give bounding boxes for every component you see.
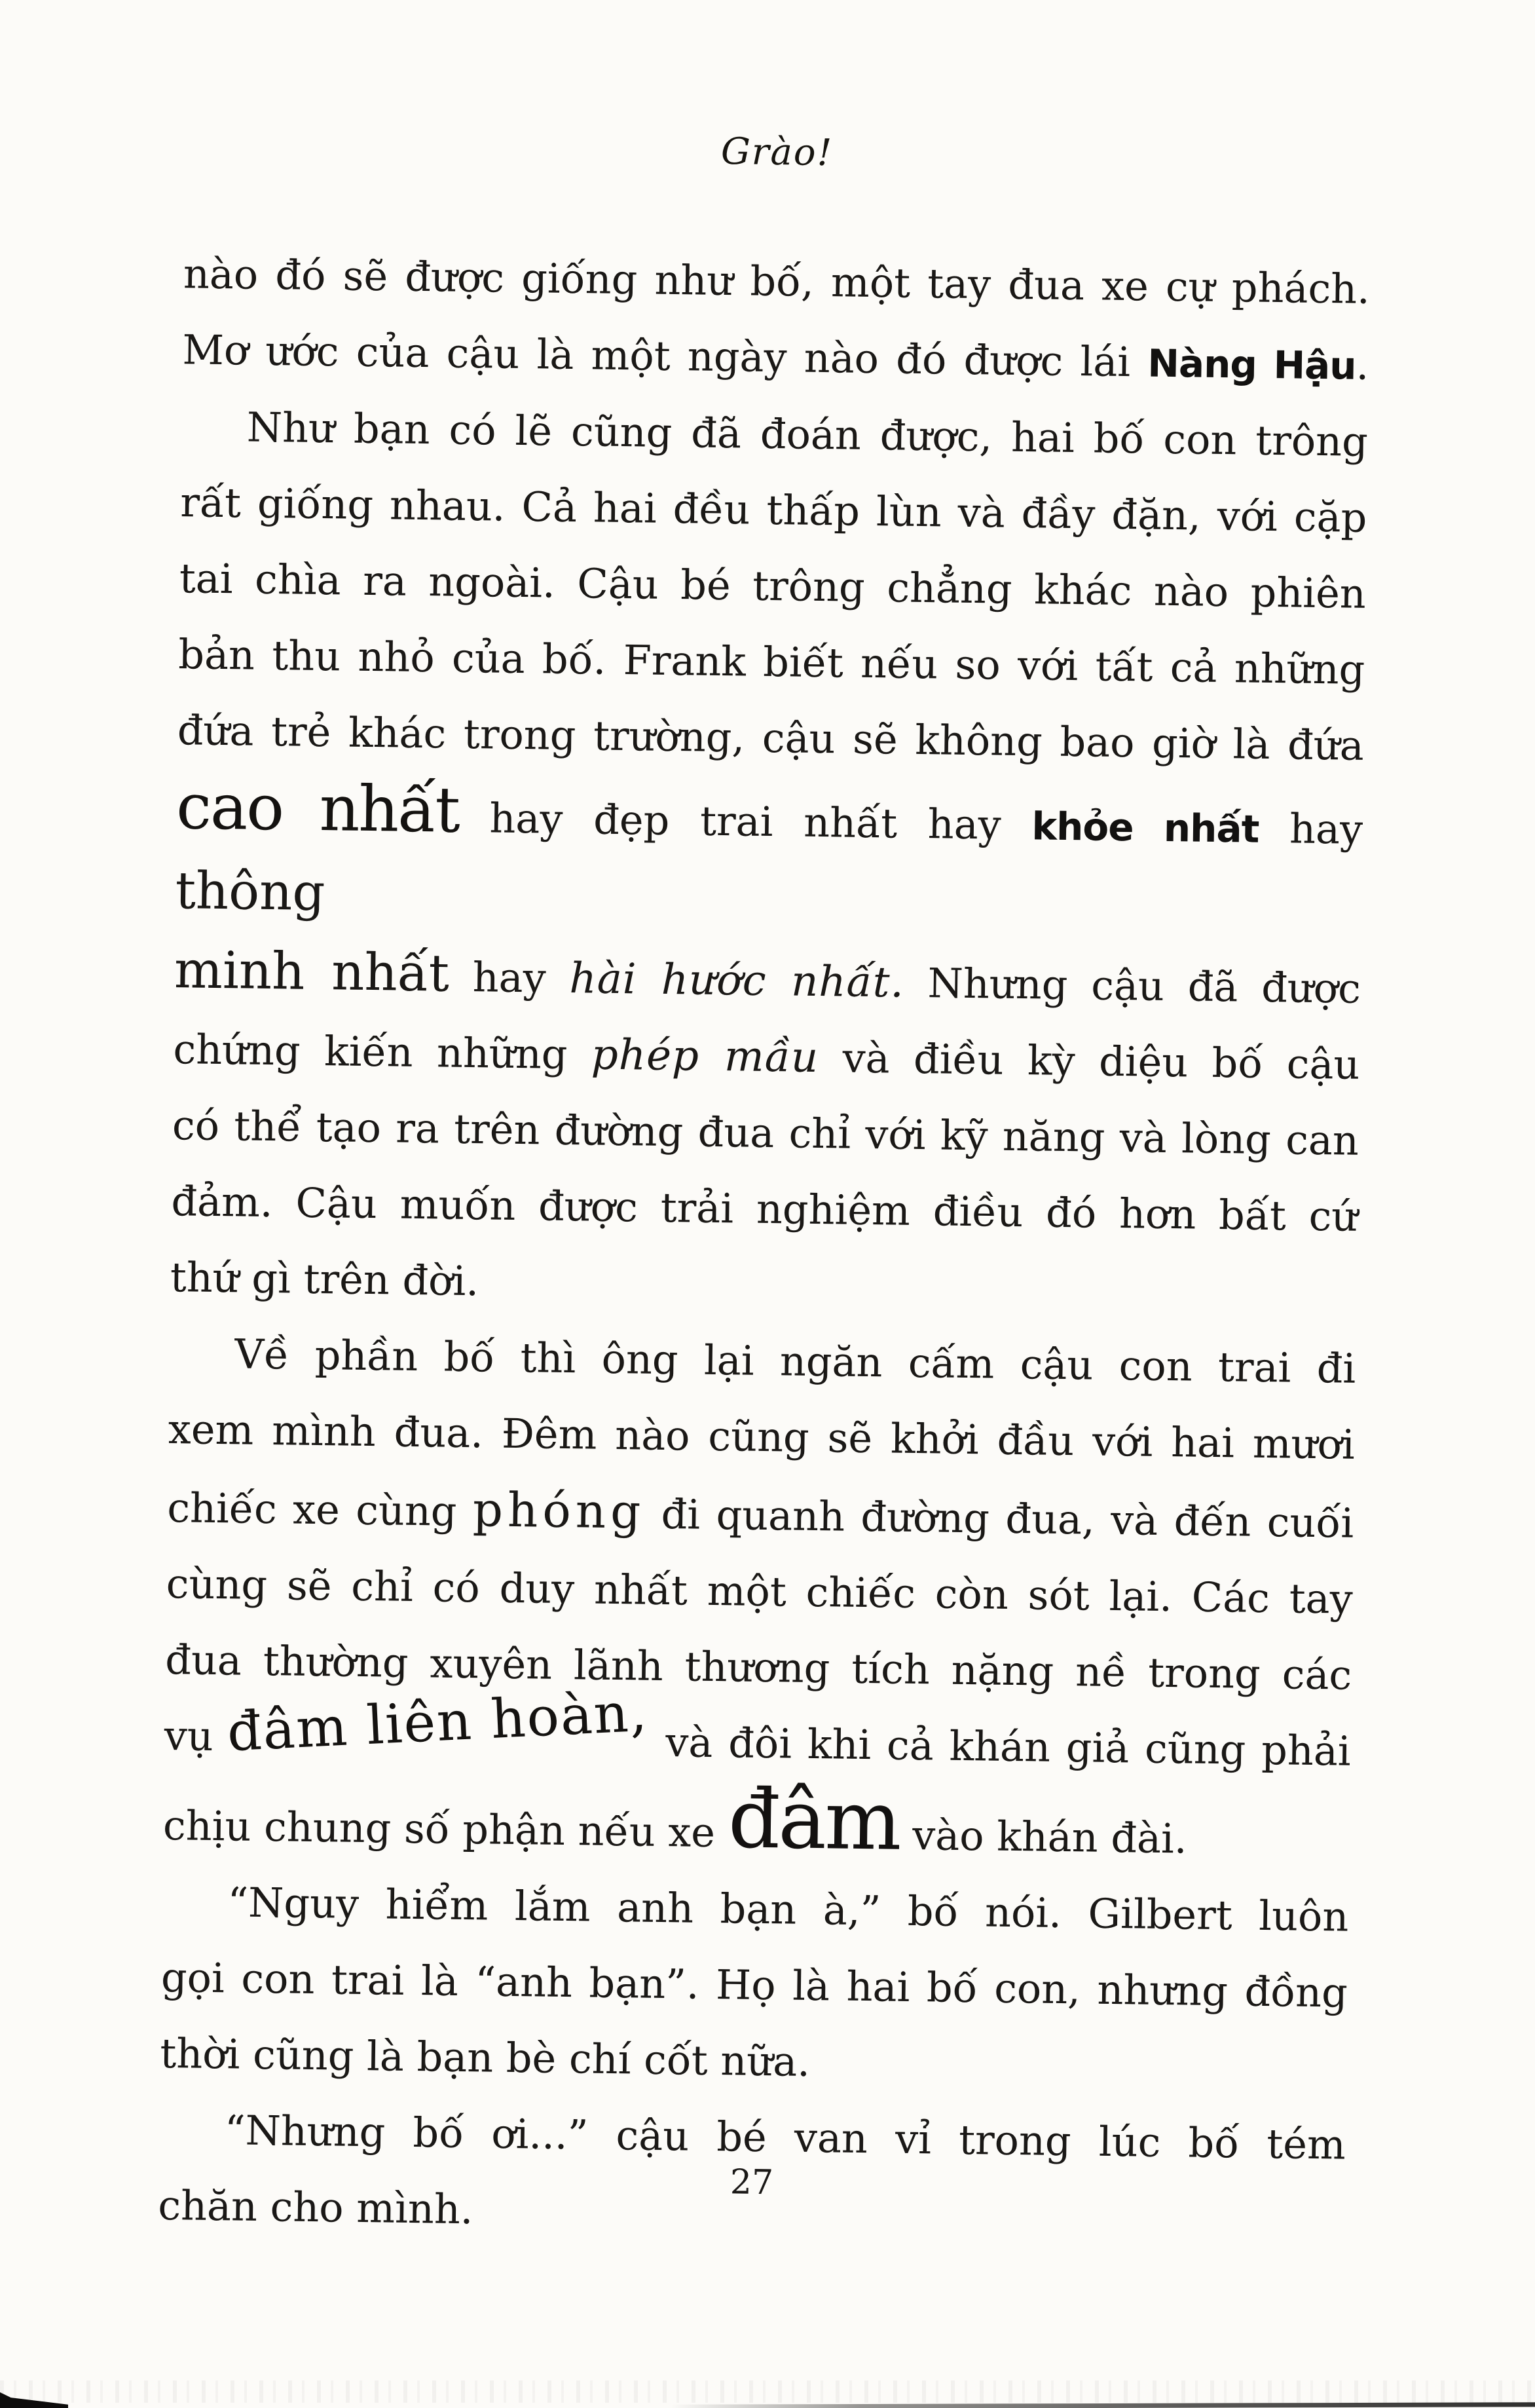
text-segment-body: hay đẹp trai nhất hay: [458, 793, 1033, 850]
text-segment-body: Nhưng cậu đã được: [904, 958, 1361, 1013]
text-segment-spread: phóng: [472, 1482, 646, 1539]
text-segment-body: thứ gì trên đời.: [170, 1253, 479, 1306]
text-segment-bigserif: minh nhất: [174, 941, 450, 1004]
text-segment-body: “Nhưng bố ơi...” cậu bé van vỉ trong lúc bố tém: [224, 2106, 1346, 2169]
text-segment-body: gọi con trai là “anh bạn”. Họ là hai bố con, nhưng đồng: [160, 1953, 1348, 2017]
text-segment-body: bản thu nhỏ của bố. Frank biết nếu so với tất cả những: [177, 630, 1365, 694]
text-segment-body: đứa trẻ khác trong trường, cậu sẽ không bao giờ là đứa: [177, 706, 1365, 770]
text-segment-body: và điều kỳ diệu bố cậu: [818, 1034, 1360, 1089]
text-segment-body: chăn cho mình.: [157, 2181, 473, 2234]
text-segment-body: chứng kiến những: [173, 1025, 592, 1079]
text-segment-bigserif: thông: [175, 861, 325, 923]
text-segment-body: nào đó sẽ được giống như bố, một tay đua xe cự phách.: [183, 250, 1371, 313]
text-line: [175, 768, 1363, 948]
text-segment-body: có thể tạo ra trên đường đua chỉ với kỹ năng và lòng can: [172, 1101, 1359, 1165]
text-segment-body: Về phần bố thì ông lại ngăn cấm cậu con trai đi: [234, 1330, 1356, 1393]
text-segment-body: cùng sẽ chỉ có duy nhất một chiếc còn sót lại. Các tay: [166, 1560, 1354, 1623]
text-line: [162, 1774, 1350, 1879]
text-segment-body: rất giống nhau. Cả hai đều thấp lùn và đầy đặn, với cặp: [179, 478, 1367, 542]
text-segment-body: vụ: [164, 1712, 230, 1761]
text-segment-body: .: [1356, 341, 1369, 389]
text-line: [167, 1467, 1354, 1562]
page-number: 27: [730, 2162, 774, 2203]
text-segment-body: đảm. Cậu muốn được trải nghiệm điều đó hơn bất cứ: [171, 1177, 1358, 1241]
text-block: [158, 236, 1371, 2259]
text-line: [174, 932, 1361, 1027]
text-segment-tall: cao nhất: [176, 770, 460, 847]
text-segment-boldsans: Nàng Hậu: [1147, 341, 1357, 388]
text-segment-body: chiếc xe cùng: [166, 1484, 473, 1536]
text-segment-body: hay: [449, 952, 570, 1003]
running-header: Grào!: [720, 130, 834, 175]
text-segment-body: tai chìa ra ngoài. Cậu bé trông chẳng khác nào phiên: [179, 554, 1367, 618]
text-segment-body: hay: [1258, 804, 1363, 854]
text-segment-script: hài hước nhất.: [569, 954, 905, 1007]
text-segment-body: Như bạn có lẽ cũng đã đoán được, hai bố con trông: [246, 403, 1369, 466]
text-segment-script: phép mầu: [591, 1030, 819, 1083]
text-segment-boldsans: khỏe nhất: [1031, 804, 1259, 852]
text-segment-body: vào khán đài.: [899, 1811, 1188, 1863]
text-segment-body: thời cũng là bạn bè chí cốt nữa.: [159, 2029, 811, 2086]
text-segment-huge: đâm: [728, 1772, 900, 1869]
text-segment-body: “Nguy hiểm lắm anh bạn à,” bố nói. Gilbert luôn: [227, 1878, 1349, 1941]
text-segment-body: xem mình đua. Đêm nào cũng sẽ khởi đầu với hai mươi: [168, 1405, 1356, 1469]
text-segment-body: đua thường xuyên lãnh thương tích nặng nề trong các: [164, 1636, 1352, 1699]
text-segment-body: đi quanh đường đua, và đến cuối: [644, 1490, 1354, 1547]
text-segment-crash: đâm liên hoàn,: [225, 1681, 650, 1764]
text-segment-body: chịu chung số phận nếu xe: [162, 1801, 729, 1857]
scan-noise-band: [0, 2380, 1535, 2403]
text-segment-body: Mơ ước của cậu là một ngày nào đó được lái: [182, 326, 1148, 386]
text-segment-body: và đôi khi cả khán giả cũng phải: [650, 1718, 1352, 1775]
